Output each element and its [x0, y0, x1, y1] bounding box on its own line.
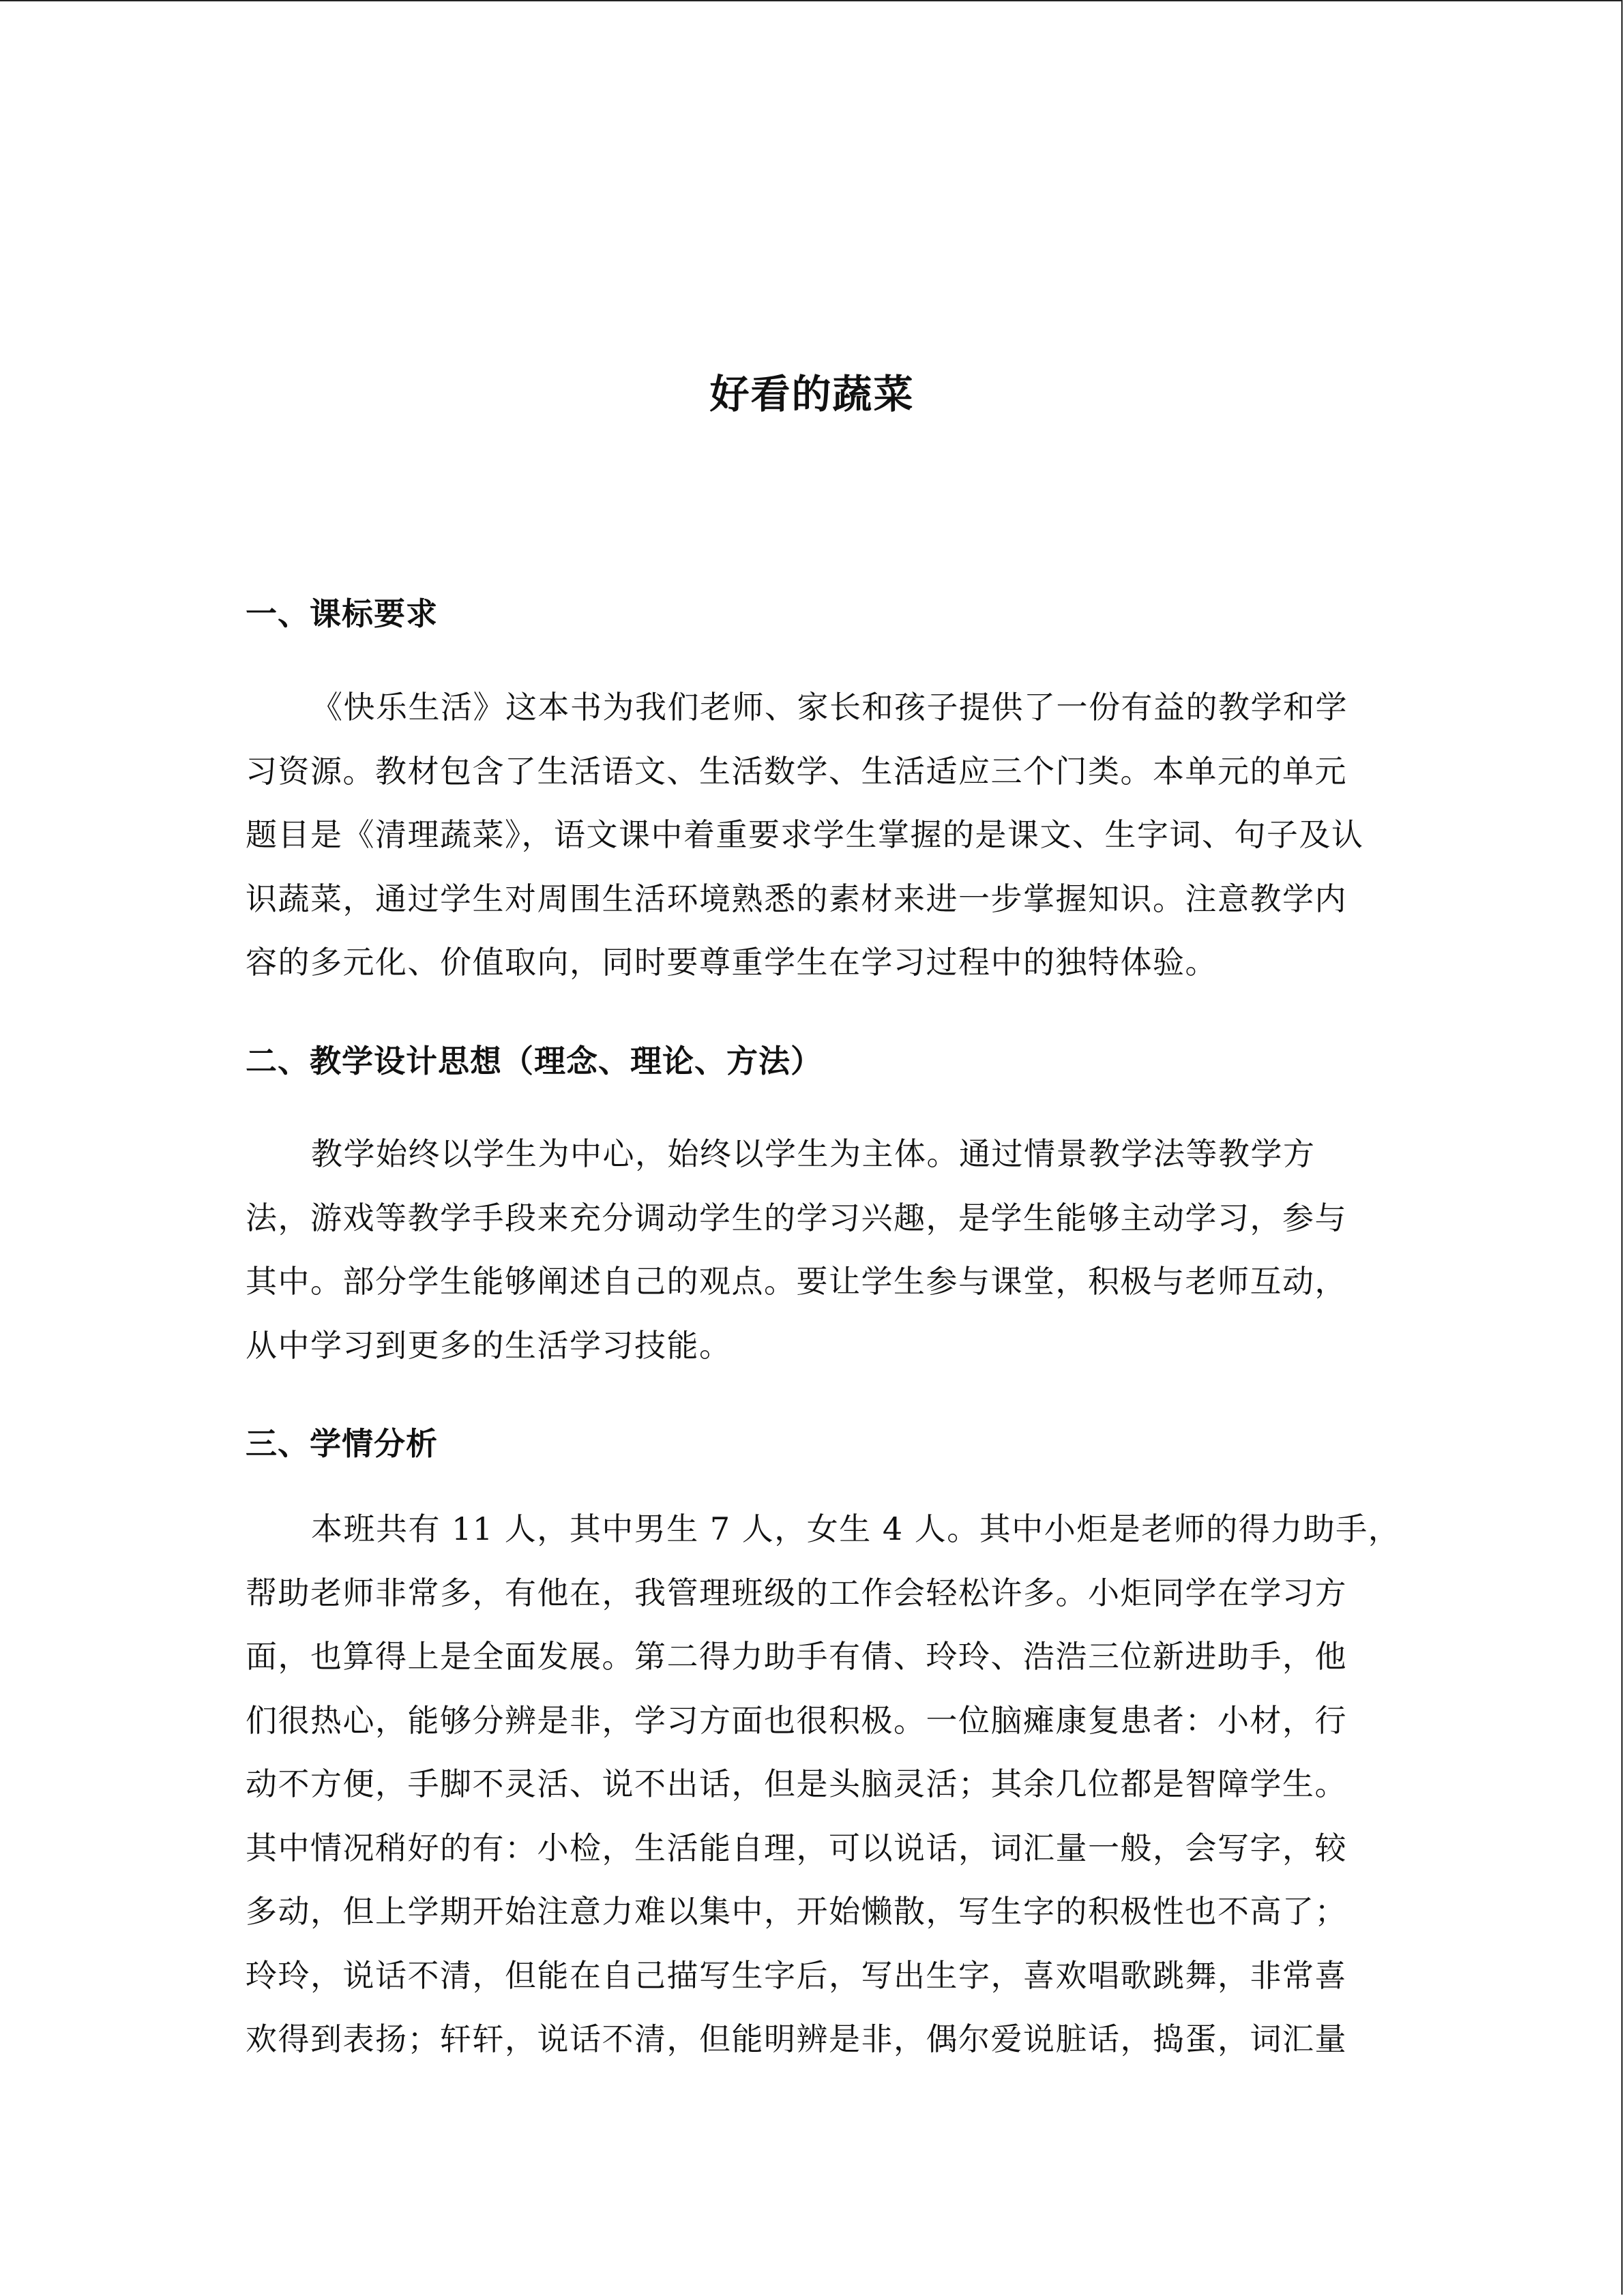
- paragraph-line: 其中情况稍好的有：小检，生活能自理，可以说话，词汇量一般，会写字，较: [246, 1829, 1347, 1866]
- section-heading-design-ideas: 二、教学设计思想（理念、理论、方法）: [246, 1043, 823, 1079]
- paragraph-line: 欢得到表扬；轩轩，说话不清，但能明辨是非，偶尔爱说脏话，捣蛋，词汇量: [246, 2021, 1347, 2057]
- document-title: 好看的蔬菜: [709, 371, 915, 417]
- section-heading-standards: 一、课标要求: [246, 595, 438, 632]
- paragraph-line: 识蔬菜，通过学生对周围生活环境熟悉的素材来进一步掌握知识。注意教学内: [246, 880, 1347, 917]
- paragraph-line: 题目是《清理蔬菜》，语文课中着重要求学生掌握的是课文、生字词、句子及认: [246, 816, 1364, 853]
- section-heading-student-analysis: 三、学情分析: [246, 1425, 438, 1462]
- paragraph-line: 玲玲，说话不清，但能在自己描写生字后，写出生字，喜欢唱歌跳舞，非常喜: [246, 1956, 1347, 1994]
- paragraph-line: 教学始终以学生为中心，始终以学生为主体。通过情景教学法等教学方: [311, 1135, 1316, 1172]
- paragraph-line: 们很热心，能够分辨是非，学习方面也很积极。一位脑瘫康复患者：小材，行: [246, 1701, 1347, 1739]
- paragraph-line: 《快乐生活》这本书为我们老师、家长和孩子提供了一份有益的教学和学: [311, 689, 1348, 726]
- paragraph-line: 法，游戏等教学手段来充分调动学生的学习兴趣，是学生能够主动学习，参与: [246, 1199, 1347, 1236]
- paragraph-line: 其中。部分学生能够阐述自己的观点。要让学生参与课堂，积极与老师互动，: [246, 1263, 1347, 1300]
- section-body-student-analysis: [246, 1497, 1401, 2072]
- paragraph-line: 本班共有 11 人，其中男生 7 人，女生 4 人。其中小炬是老师的得力助手，: [311, 1510, 1401, 1547]
- paragraph-line: 从中学习到更多的生活学习技能。: [246, 1326, 732, 1364]
- paragraph-line: 动不方便，手脚不灵活、说不出话，但是头脑灵活；其余几位都是智障学生。: [246, 1765, 1347, 1802]
- section-body-design-ideas: [246, 1122, 1378, 1377]
- paragraph-line: 容的多元化、价值取向，同时要尊重学生在学习过程中的独特体验。: [246, 944, 1217, 981]
- paragraph-line: 多动，但上学期开始注意力难以集中，开始懒散，写生字的积极性也不高了；: [246, 1893, 1347, 1930]
- paragraph-line: 帮助老师非常多，有他在，我管理班级的工作会轻松许多。小炬同学在学习方: [246, 1574, 1347, 1611]
- paragraph-line: 习资源。教材包含了生活语文、生活数学、生活适应三个门类。本单元的单元: [246, 752, 1347, 790]
- paragraph-line: 面，也算得上是全面发展。第二得力助手有倩、玲玲、浩浩三位新进助手，他: [246, 1638, 1347, 1675]
- section-body-standards: [246, 676, 1378, 995]
